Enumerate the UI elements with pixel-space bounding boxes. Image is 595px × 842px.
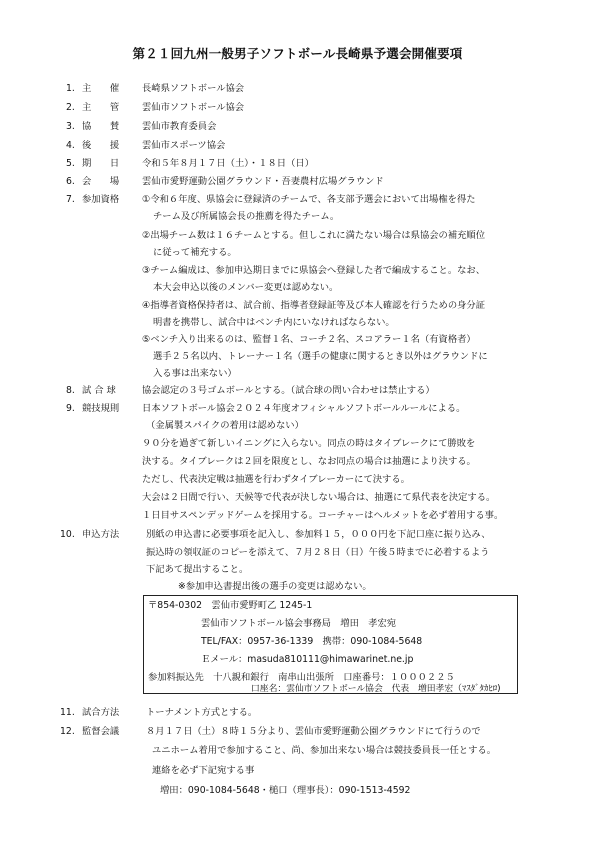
item-label: 試合方法 bbox=[82, 707, 120, 718]
item-value: ８月１７日（土）８時１５分より、雲仙市愛野運動公園グラウンドにて行うので bbox=[146, 726, 481, 737]
page-title: 第２１回九州一般男子ソフトボール長崎県予選会開催要項 bbox=[132, 46, 463, 61]
text-line: 大会は２日間で行い、天候等で代表が決しない場合は、抽選にて県代表を決定する。 bbox=[142, 492, 496, 503]
item-number: 4. bbox=[66, 140, 75, 151]
item-label: 主 催 bbox=[82, 83, 120, 94]
item-number: 12. bbox=[60, 726, 75, 737]
item-label: 競技規則 bbox=[82, 403, 120, 414]
office-name: 雲仙市ソフトボール協会事務局 増田 孝宏宛 bbox=[201, 618, 397, 629]
item-number: 3. bbox=[66, 121, 75, 132]
account-name: 口座名：雲仙市ソフトボール協会 代表 増田孝宏（ﾏｽﾀﾞﾀｶﾋﾛ) bbox=[251, 684, 501, 694]
item-number: 9. bbox=[66, 403, 75, 414]
item-label: 試 合 球 bbox=[82, 385, 116, 396]
text-line: ②出場チーム数は１６チームとする。但しこれに満たない場合は県協会の補充順位 bbox=[142, 230, 486, 241]
item-number: 8. bbox=[66, 385, 75, 396]
text-line: 選手２５名以内、トレーナー１名（選手の健康に関するとき以外はグラウンドに bbox=[153, 351, 488, 362]
item-number: 6. bbox=[66, 176, 75, 187]
text-line: 入る事は出来ない） bbox=[153, 368, 237, 379]
item-value: トーナメント方式とする。 bbox=[146, 707, 258, 718]
text-line: ９０分を過ぎて新しいイニングに入らない。同点の時はタイブレークにて勝敗を bbox=[142, 438, 476, 449]
item-label: 申込方法 bbox=[82, 529, 120, 540]
item-label: 会 場 bbox=[82, 176, 120, 187]
text-line: １日目サスペンデッドゲームを採用する。コーチャーはヘルメットを必ず着用する事。 bbox=[142, 510, 504, 521]
item-value: 雲仙市スポーツ協会 bbox=[142, 140, 226, 151]
item-number: 1. bbox=[66, 83, 75, 94]
item-label: 参加資格 bbox=[82, 194, 120, 205]
item-number: 2. bbox=[66, 102, 75, 113]
text-line: ④指導者資格保持者は、試合前、指導者登録証等及び本人確認を行うための身分証 bbox=[142, 300, 486, 311]
item-label: 監督会議 bbox=[82, 726, 120, 737]
item-label: 後 援 bbox=[82, 140, 120, 151]
text-line: に従って補充する。 bbox=[153, 247, 237, 258]
item-value: 雲仙市教育委員会 bbox=[142, 121, 217, 132]
item-value: 令和５年８月１７日（土）・１８日（日） bbox=[142, 158, 314, 169]
text-line: 増田：090-1084-5648・槌口（理事長）：090-1513-4592 bbox=[160, 785, 411, 796]
item-label: 主 管 bbox=[82, 102, 120, 113]
item-value: 長崎県ソフトボール協会 bbox=[142, 83, 245, 94]
email-address: Ｅメール：masuda810111@himawarinet.ne.jp bbox=[201, 654, 414, 665]
item-label: 協 賛 bbox=[82, 121, 120, 132]
text-line: 振込時の領収証のコピーを添えて、７月２８日（日）午後５時までに必着するよう bbox=[146, 547, 490, 558]
item-number: 11. bbox=[60, 707, 75, 718]
item-value: 別紙の申込書に必要事項を記入し、参加料１５，０００円を下記口座に振り込み、 bbox=[146, 529, 491, 540]
text-line: 本大会申込以後のメンバー変更は認めない。 bbox=[153, 282, 339, 293]
text-line: 連絡を必ず下記宛する事 bbox=[152, 765, 255, 776]
text-line: チーム及び所属協会長の推薦を得たチーム。 bbox=[153, 211, 340, 222]
item-value: 雲仙市ソフトボール協会 bbox=[142, 102, 245, 113]
text-line: ③チーム編成は、参加申込期日までに県協会へ登録した者で編成すること。なお、 bbox=[142, 265, 486, 276]
text-line: ※参加申込書提出後の選手の変更は認めない。 bbox=[178, 581, 372, 592]
item-value: ①令和６年度、県協会に登録済のチームで、各支部予選会において出場権を得た bbox=[142, 194, 476, 205]
item-number: 10. bbox=[60, 529, 75, 540]
contact-box bbox=[143, 595, 518, 694]
text-line: ⑤ベンチ入り出来るのは、監督１名、コーチ２名、スコアラー１名（有資格者） bbox=[142, 334, 476, 345]
item-value: 日本ソフトボール協会２０２４年度オフィシャルソフトボールルールによる。 bbox=[142, 403, 466, 414]
bank-info: 参加料振込先 十八親和銀行 南串山出張所 口座番号：１０００２２５ bbox=[148, 672, 455, 683]
text-line: （金属製スパイクの着用は認めない） bbox=[146, 420, 304, 431]
text-line: 決する。タイブレークは２回を限度とし、なお同点の場合は抽選により決する。 bbox=[142, 456, 476, 467]
text-line: ただし、代表決定戦は抽選を行わずタイブレーカーにて決する。 bbox=[142, 474, 410, 485]
item-value: 協会認定の３号ゴムボールとする。（試合球の問い合わせは禁止する） bbox=[142, 385, 435, 396]
phone-number: TEL/FAX：0957-36-1339 携帯：090-1084-5648 bbox=[201, 636, 423, 647]
item-value: 雲仙市愛野運動公園グラウンド・吾妻農村広場グラウンド bbox=[142, 176, 384, 187]
text-line: ユニホーム着用で参加すること、尚、参加出来ない場合は競技委員長一任とする。 bbox=[152, 745, 496, 756]
text-line: 明書を携帯し、試合中はベンチ内にいなければならない。 bbox=[153, 317, 395, 328]
item-number: 7. bbox=[66, 194, 75, 205]
item-label: 期 日 bbox=[82, 158, 120, 169]
text-line: 下記あて提出すること。 bbox=[146, 564, 249, 575]
postal-address: 〒854-0302 雲仙市愛野町乙 1245-1 bbox=[148, 600, 313, 611]
item-number: 5. bbox=[66, 158, 75, 169]
